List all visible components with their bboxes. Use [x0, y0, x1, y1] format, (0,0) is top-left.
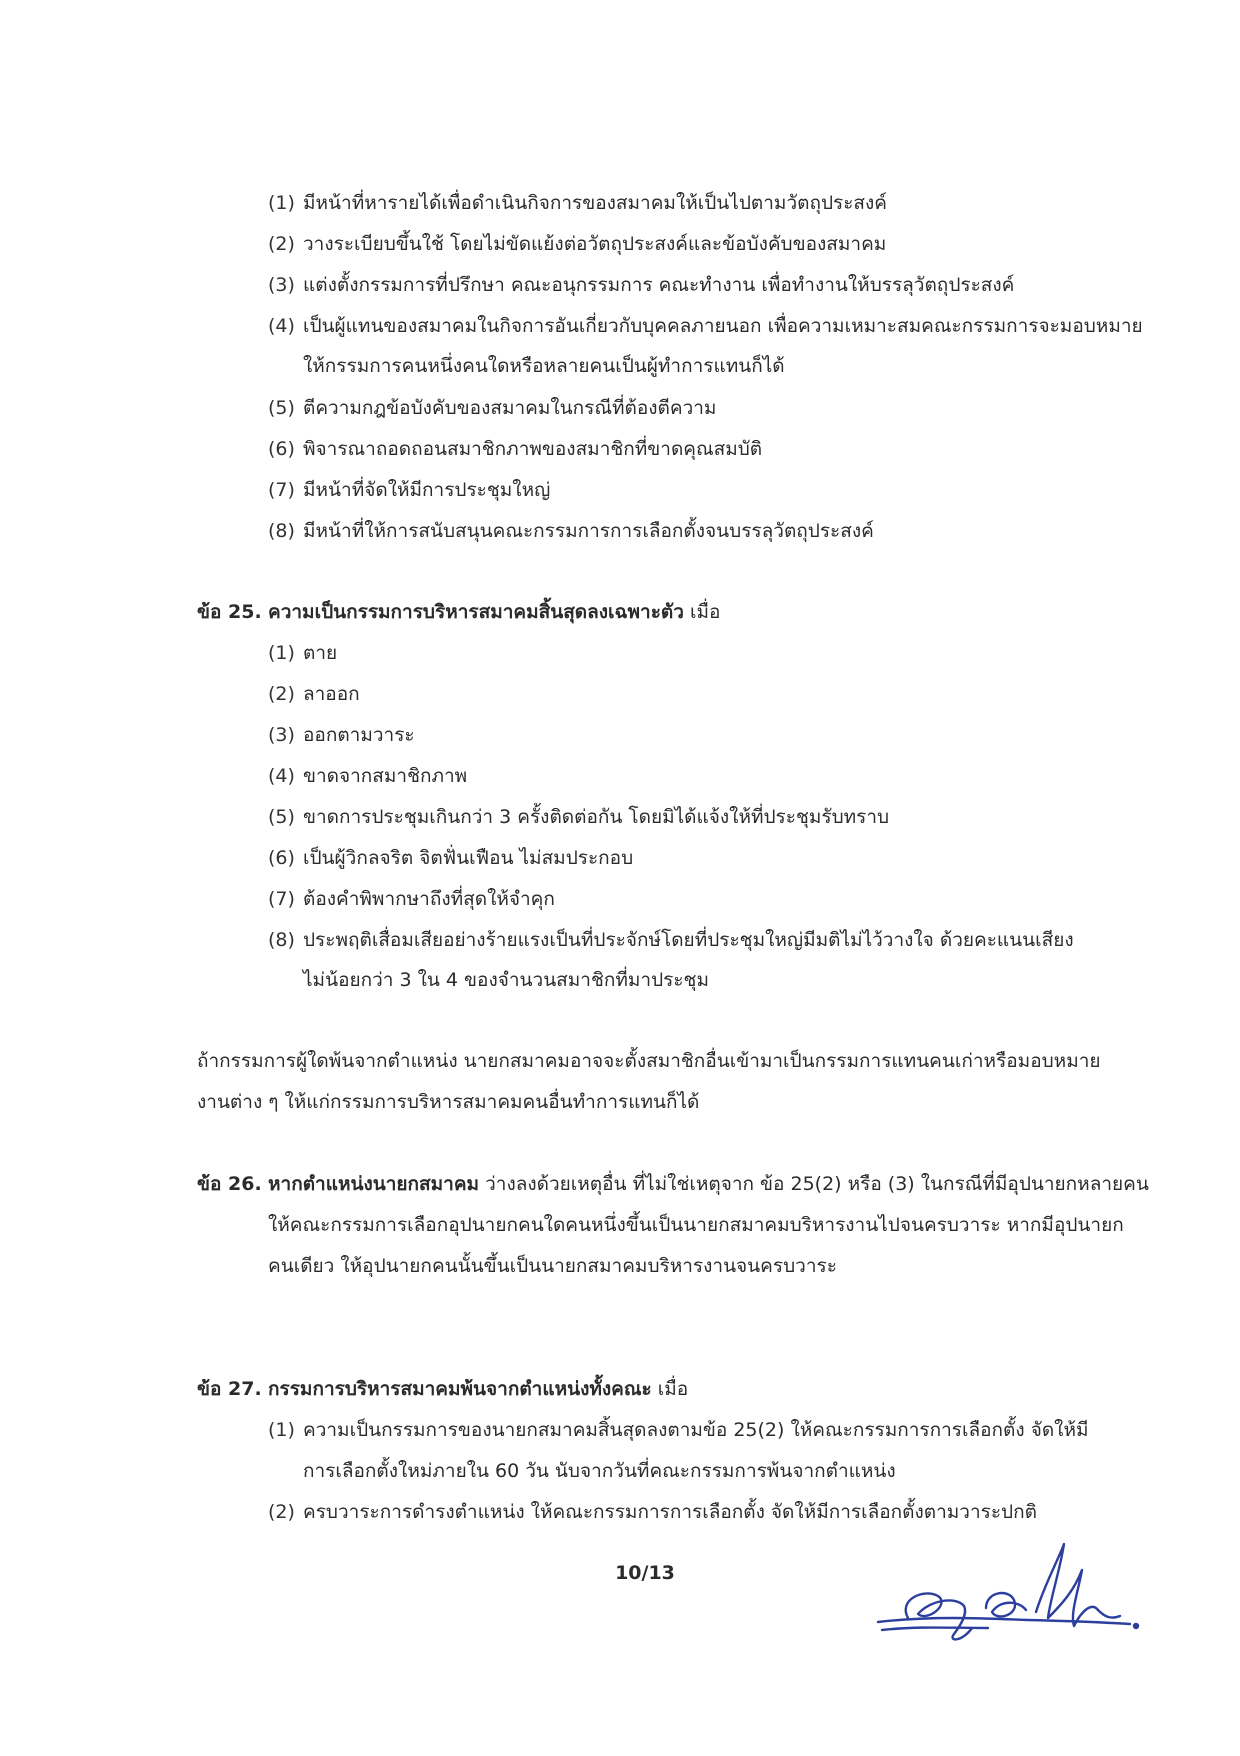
list-item-text: ตีความกฎข้อบังคับของสมาคมในกรณีที่ต้องตีความ	[303, 397, 717, 419]
list-number: (6)	[268, 438, 295, 460]
list-number: (1)	[268, 192, 295, 214]
list-item-text: ครบวาระการดำรงตำแหน่ง ให้คณะกรรมการการเลือกตั้ง จัดให้มีการเลือกตั้งตามวาระปกติ	[303, 1501, 1037, 1523]
paragraph-line: ให้คณะกรรมการเลือกอุปนายกคนใดคนหนึ่งขึ้นเป็นนายกสมาคมบริหารงานไปจนครบวาระ หากมีอุปนายก	[268, 1214, 1124, 1236]
list-item-text: ประพฤติเสื่อมเสียอย่างร้ายแรงเป็นที่ประจักษ์โดยที่ประชุมใหญ่มีมติไม่ไว้วางใจ ด้วยคะแนนเสียง	[303, 929, 1074, 951]
list-item-text: แต่งตั้งกรรมการที่ปรึกษา คณะอนุกรรมการ คณะทำงาน เพื่อทำงานให้บรรลุวัตถุประสงค์	[303, 274, 1015, 296]
list-item-text: ออกตามวาระ	[303, 724, 415, 746]
list-number: (4)	[268, 765, 295, 787]
list-number: (2)	[268, 1501, 295, 1523]
clause-25-suffix: เมื่อ	[683, 601, 721, 623]
list-item-text: พิจารณาถอดถอนสมาชิกภาพของสมาชิกที่ขาดคุณสมบัติ	[303, 438, 763, 460]
clause-27-heading	[268, 1377, 688, 1401]
clause-26-text: ว่างลงด้วยเหตุอื่น ที่ไม่ใช่เหตุจาก ข้อ 25(2) หรือ (3) ในกรณีที่มีอุปนายกหลายคน	[479, 1173, 1149, 1195]
clause-25-heading	[268, 600, 720, 624]
list-item-text: ลาออก	[303, 683, 360, 705]
list-item-text: เป็นผู้วิกลจริต จิตฟั่นเฟือน ไม่สมประกอบ	[303, 847, 634, 869]
clause-27-label: ข้อ 27.	[197, 1378, 262, 1400]
clause-27-suffix: เมื่อ	[651, 1378, 689, 1400]
list-item-text: ต้องคำพิพากษาถึงที่สุดให้จำคุก	[303, 888, 555, 910]
paragraph-line: งานต่าง ๆ ให้แก่กรรมการบริหารสมาคมคนอื่นทำการแทนก็ได้	[197, 1091, 700, 1113]
list-number: (8)	[268, 929, 295, 951]
page-number: 10/13	[615, 1562, 675, 1584]
list-item-text: มีหน้าที่ให้การสนับสนุนคณะกรรมการการเลือกตั้งจนบรรลุวัตถุประสงค์	[303, 520, 874, 542]
list-item-text: ไม่น้อยกว่า 3 ใน 4 ของจำนวนสมาชิกที่มาประชุม	[303, 969, 709, 991]
list-number: (8)	[268, 520, 295, 542]
list-number: (7)	[268, 479, 295, 501]
paragraph-line: ถ้ากรรมการผู้ใดพ้นจากตำแหน่ง นายกสมาคมอาจจะตั้งสมาชิกอื่นเข้ามาเป็นกรรมการแทนคนเก่าหรือมอบหมาย	[197, 1050, 1101, 1072]
list-item-text: ขาดการประชุมเกินกว่า 3 ครั้งติดต่อกัน โดยมิได้แจ้งให้ที่ประชุมรับทราบ	[303, 806, 890, 828]
clause-26-label: ข้อ 26.	[197, 1173, 262, 1195]
list-number: (6)	[268, 847, 295, 869]
list-number: (2)	[268, 683, 295, 705]
list-item-text: การเลือกตั้งใหม่ภายใน 60 วัน นับจากวันที่คณะกรรมการพ้นจากตำแหน่ง	[303, 1460, 896, 1482]
list-number: (3)	[268, 274, 295, 296]
paragraph-line: คนเดียว ให้อุปนายกคนนั้นขึ้นเป็นนายกสมาคมบริหารงานจนครบวาระ	[268, 1255, 837, 1277]
list-item-text: เป็นผู้แทนของสมาคมในกิจการอันเกี่ยวกับบุคคลภายนอก เพื่อความเหมาะสมคณะกรรมการจะมอบหมาย	[303, 315, 1143, 337]
list-number: (1)	[268, 1419, 295, 1441]
list-item-text: วางระเบียบขึ้นใช้ โดยไม่ขัดแย้งต่อวัตถุประสงค์และข้อบังคับของสมาคม	[303, 233, 887, 255]
clause-26-title: หากตำแหน่งนายกสมาคม	[268, 1173, 480, 1195]
list-number: (5)	[268, 397, 295, 419]
list-item-text: ความเป็นกรรมการของนายกสมาคมสิ้นสุดลงตามข้อ 25(2) ให้คณะกรรมการการเลือกตั้ง จัดให้มี	[303, 1419, 1089, 1441]
clause-27-title: กรรมการบริหารสมาคมพ้นจากตำแหน่งทั้งคณะ	[268, 1378, 652, 1400]
clause-25-title: ความเป็นกรรมการบริหารสมาคมสิ้นสุดลงเฉพาะตัว	[268, 601, 684, 623]
list-number: (1)	[268, 642, 295, 664]
list-number: (7)	[268, 888, 295, 910]
list-item-text: ขาดจากสมาชิกภาพ	[303, 765, 468, 787]
list-number: (2)	[268, 233, 295, 255]
signature	[868, 1530, 1158, 1650]
list-item-text: มีหน้าที่จัดให้มีการประชุมใหญ่	[303, 479, 551, 501]
list-number: (5)	[268, 806, 295, 828]
list-number: (3)	[268, 724, 295, 746]
list-item-text: ตาย	[303, 642, 338, 664]
list-number: (4)	[268, 315, 295, 337]
list-item-text: ให้กรรมการคนหนึ่งคนใดหรือหลายคนเป็นผู้ทำการแทนก็ได้	[303, 355, 785, 377]
clause-26-heading	[268, 1172, 1149, 1196]
clause-25-label: ข้อ 25.	[197, 601, 262, 623]
list-item-text: มีหน้าที่หารายได้เพื่อดำเนินกิจการของสมาคมให้เป็นไปตามวัตถุประสงค์	[303, 192, 888, 214]
